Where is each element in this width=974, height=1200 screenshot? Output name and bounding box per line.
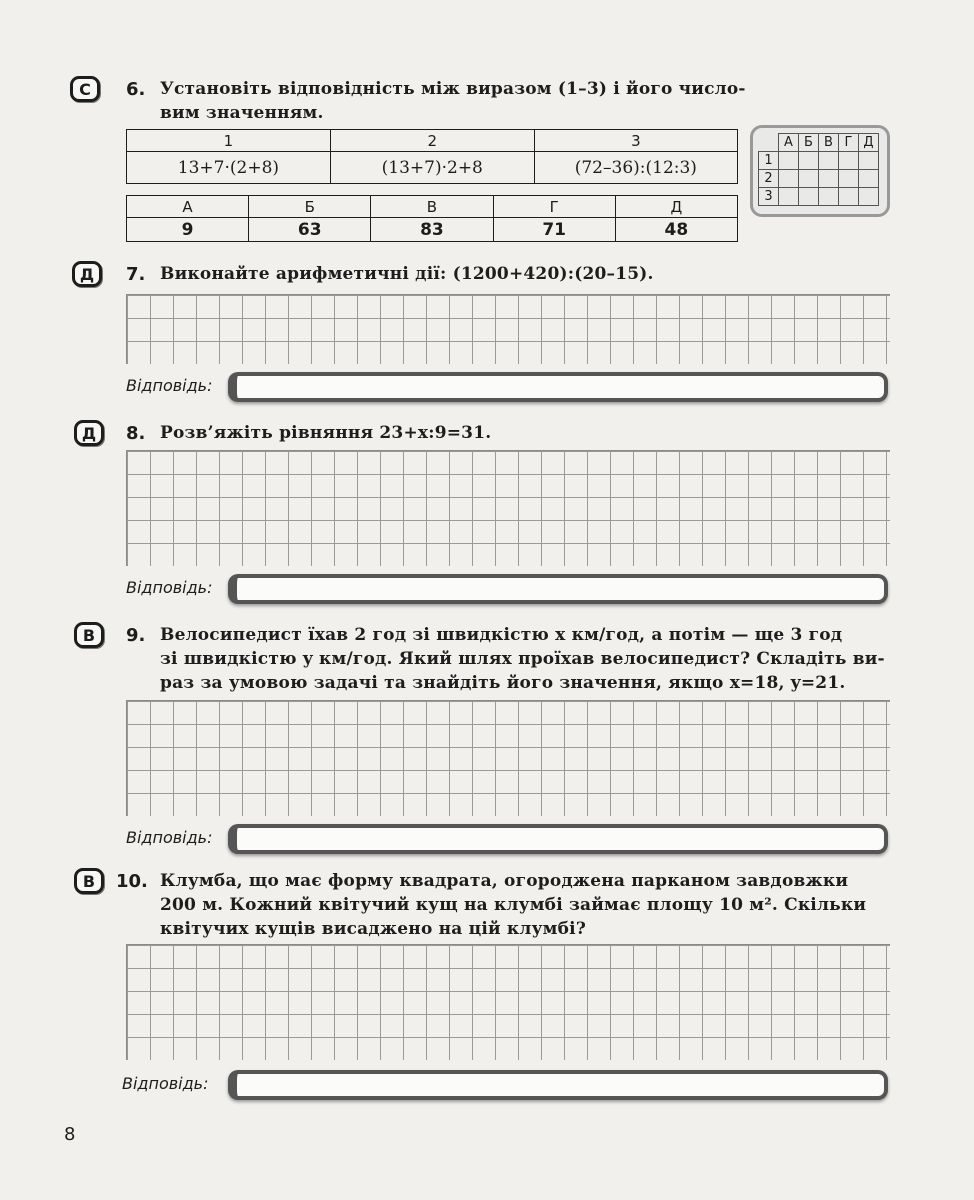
answers-table: [126, 195, 738, 242]
match-cell[interactable]: [799, 170, 819, 188]
task-6-text-line1: Установіть відповідність між виразом (1–3) і його число-: [160, 79, 746, 99]
answer-field-task-7[interactable]: [228, 372, 888, 402]
task-10-number: 10.: [116, 871, 148, 892]
match-col-label: Б: [799, 134, 819, 152]
answer-value: 83: [371, 218, 493, 242]
match-cell[interactable]: [799, 188, 819, 206]
match-row-label: 3: [759, 188, 779, 206]
expression-cell: 13+7·(2+8): [127, 152, 331, 184]
match-cell[interactable]: [819, 188, 839, 206]
answer-label: Відповідь:: [126, 828, 213, 847]
page-number: 8: [64, 1124, 76, 1145]
match-col-label: Д: [859, 134, 879, 152]
answer-header: В: [371, 196, 493, 218]
task-9-text-line1: Велосипедист їхав 2 год зі швидкістю x км/год, а потім — ще 3 год: [160, 625, 843, 645]
answer-label: Відповідь:: [126, 376, 213, 395]
work-grid-task-7[interactable]: [126, 294, 890, 364]
work-grid-task-9[interactable]: [126, 700, 890, 816]
answer-header: Б: [249, 196, 371, 218]
task-8-text: Розв’яжіть рівняння 23+x:9=31.: [160, 423, 492, 443]
match-cell[interactable]: [819, 170, 839, 188]
task-9-text-line2: зі швидкістю y км/год. Який шлях проїхав велосипедист? Складіть ви-: [160, 649, 885, 669]
match-col-label: Г: [839, 134, 859, 152]
work-grid-task-10[interactable]: [126, 944, 890, 1060]
answer-header: Д: [615, 196, 737, 218]
match-cell[interactable]: [819, 152, 839, 170]
task-10-text-line2: 200 м. Кожний квітучий кущ на клумбі займає площу 10 м². Скільки: [160, 895, 867, 915]
answer-value: 71: [493, 218, 615, 242]
expr-header: 3: [534, 130, 737, 152]
level-badge-task-10: В: [74, 868, 104, 894]
answer-value: 63: [249, 218, 371, 242]
level-badge-task-7: Д: [72, 261, 102, 287]
task-6-text-line2: вим значенням.: [160, 103, 324, 123]
expr-header: 1: [127, 130, 331, 152]
answer-label: Відповідь:: [126, 578, 213, 597]
match-cell[interactable]: [839, 188, 859, 206]
match-cell[interactable]: [799, 152, 819, 170]
task-6-number: 6.: [126, 79, 146, 100]
task-10-text-line3: квітучих кущів висаджено на цій клумбі?: [160, 919, 587, 939]
answer-field-task-10[interactable]: [228, 1070, 888, 1100]
expression-cell: (13+7)·2+8: [330, 152, 534, 184]
task-8-number: 8.: [126, 423, 146, 444]
expression-cell: (72–36):(12:3): [534, 152, 737, 184]
task-7-text: Виконайте арифметичні дії: (1200+420):(20–15).: [160, 264, 654, 284]
match-cell[interactable]: [839, 152, 859, 170]
level-badge-task-8: Д: [74, 420, 104, 446]
match-col-label: А: [779, 134, 799, 152]
expressions-table: [126, 129, 738, 184]
answer-value: 9: [127, 218, 249, 242]
match-cell[interactable]: [859, 152, 879, 170]
task-9-text-line3: раз за умовою задачі та знайдіть його значення, якщо x=18, y=21.: [160, 673, 846, 693]
match-cell[interactable]: [859, 188, 879, 206]
match-cell[interactable]: [839, 170, 859, 188]
answer-value: 48: [615, 218, 737, 242]
expr-header: 2: [330, 130, 534, 152]
answer-field-task-8[interactable]: [228, 574, 888, 604]
match-cell[interactable]: [779, 188, 799, 206]
match-cell[interactable]: [779, 170, 799, 188]
level-badge-task-9: В: [74, 622, 104, 648]
match-col-label: В: [819, 134, 839, 152]
match-row-label: 1: [759, 152, 779, 170]
task-7-number: 7.: [126, 264, 146, 285]
matching-answer-grid: [750, 125, 890, 217]
answer-header: Г: [493, 196, 615, 218]
match-cell[interactable]: [859, 170, 879, 188]
answer-label: Відповідь:: [122, 1074, 209, 1093]
answer-field-task-9[interactable]: [228, 824, 888, 854]
work-grid-task-8[interactable]: [126, 450, 890, 566]
task-9-number: 9.: [126, 625, 146, 646]
match-cell[interactable]: [779, 152, 799, 170]
match-row-label: 2: [759, 170, 779, 188]
answer-header: А: [127, 196, 249, 218]
task-10-text-line1: Клумба, що має форму квадрата, огороджена парканом завдовжки: [160, 871, 849, 891]
level-badge-task-6: С: [70, 76, 100, 102]
